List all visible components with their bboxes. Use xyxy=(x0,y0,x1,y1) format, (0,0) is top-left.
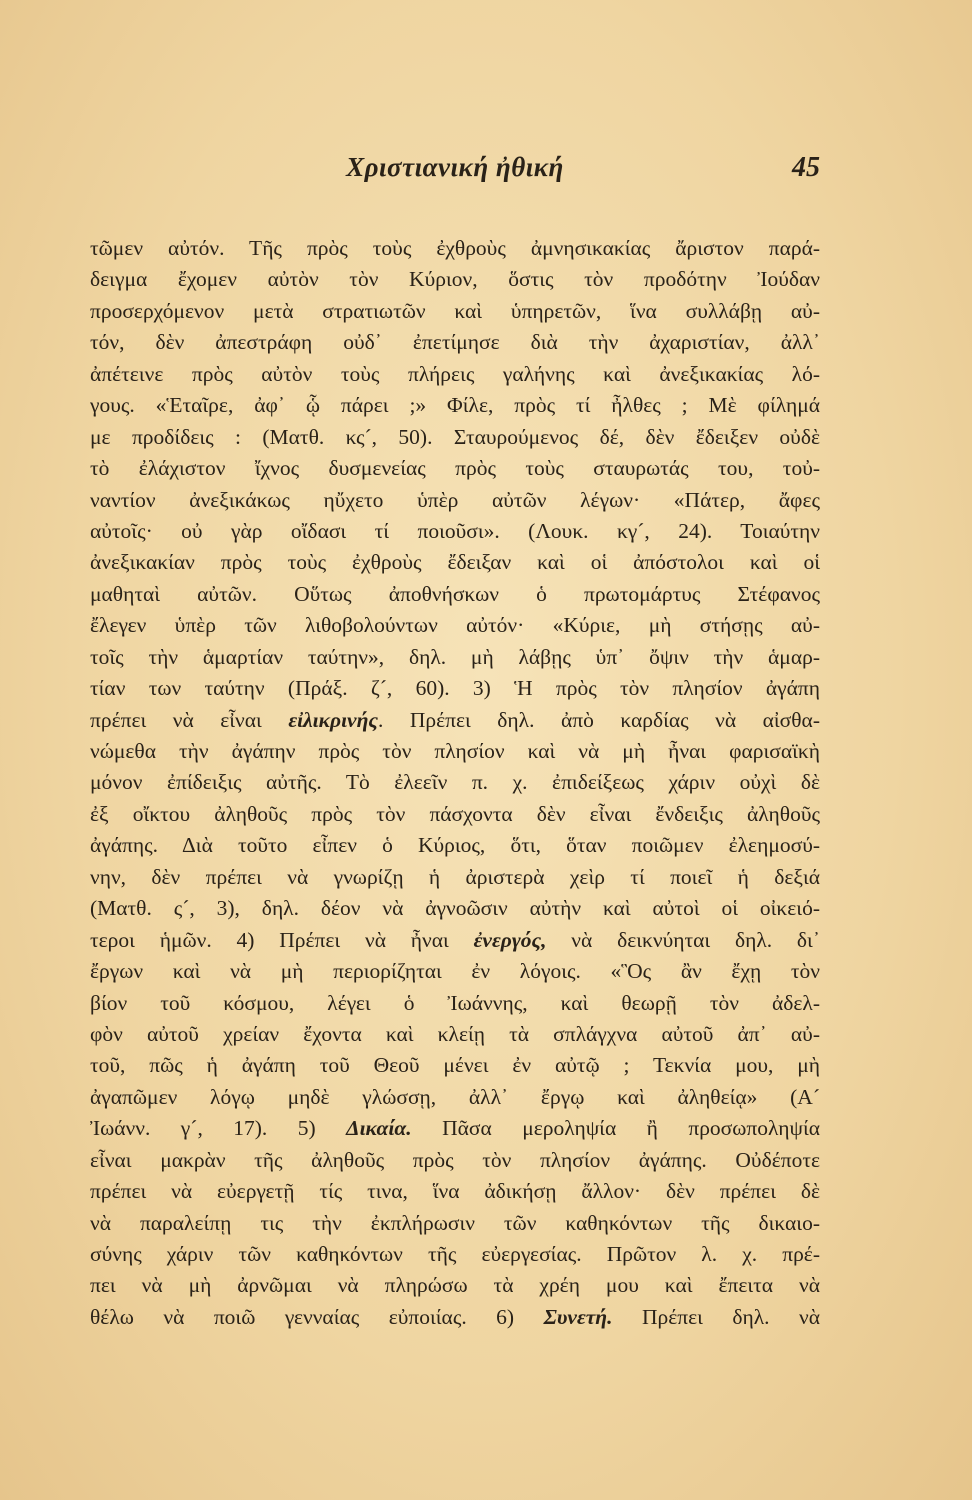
text-line: εἶναι μακρὰν τῆς ἀληθοῦς πρὸς τὸν πλησίον ἀγάπης. Οὐδέποτε xyxy=(90,1147,820,1172)
text-line: (Ματθ. ς´, 3), δηλ. δέον νὰ ἀγνοῶσιν αὐτὴν καὶ αὐτοὶ οἱ οἰκειό- xyxy=(90,896,820,921)
text-line: πει νὰ μὴ ἀρνῶμαι νὰ πληρώσω τὰ χρέη μου καὶ ἔπειτα νὰ xyxy=(90,1273,820,1298)
emphasized-term: ἐνεργός, xyxy=(473,927,547,952)
text-line xyxy=(90,1302,820,1333)
text-line xyxy=(90,1113,820,1144)
text-line: τοῖς τὴν ἁμαρτίαν ταύτην», δηλ. μὴ λάβῃς ὑπ᾽ ὄψιν τὴν ἁμαρ- xyxy=(90,644,820,669)
text-run: πρέπει νὰ εἶναι xyxy=(90,707,289,732)
text-line: ἔργων καὶ νὰ μὴ περιορίζηται ἐν λόγοις. «Ὃς ἂν ἔχῃ τὸν xyxy=(90,959,820,984)
text-line: ναντίον ἀνεξικάκως ηὔχετο ὑπὲρ αὐτῶν λέγων· «Πάτερ, ἄφες xyxy=(90,487,820,512)
text-line: τοῦ, πῶς ἡ ἀγάπη τοῦ Θεοῦ μένει ἐν αὐτῷ ; Τεκνία μου, μὴ xyxy=(90,1053,820,1078)
text-run: Πᾶσα μεροληψία ἢ προσωποληψία xyxy=(411,1116,820,1141)
text-line: ἔλεγεν ὑπὲρ τῶν λιθοβολούντων αὐτόν· «Κύριε, μὴ στήσῃς αὐ- xyxy=(90,613,820,638)
text-line: τόν, δὲν ἀπεστράφη οὐδ᾽ ἐπετίμησε διὰ τὴν ἀχαριστίαν, ἀλλ᾽ xyxy=(90,330,820,355)
text-line: ἀνεξικακίαν πρὸς τοὺς ἐχθροὺς ἔδειξαν καὶ οἱ ἀπόστολοι καὶ οἱ xyxy=(90,550,820,575)
text-line: νώμεθα τὴν ἀγάπην πρὸς τὸν πλησίον καὶ νὰ μὴ ἦναι φαρισαϊκὴ xyxy=(90,739,820,763)
text-line: ἀγαπῶμεν λόγῳ μηδὲ γλώσσῃ, ἀλλ᾽ ἔργῳ καὶ ἀληθείᾳ» (Α´ xyxy=(90,1084,820,1109)
text-line xyxy=(90,705,820,736)
text-run: Πρέπει δηλ. νὰ xyxy=(612,1304,820,1329)
text-line xyxy=(90,925,820,956)
emphasized-term: Δικαία. xyxy=(346,1116,412,1141)
body-text xyxy=(90,233,820,1333)
text-line: νην, δὲν πρέπει νὰ γνωρίζῃ ἡ ἀριστερὰ χεὶρ τί ποιεῖ ἡ δεξιά xyxy=(90,864,820,889)
text-run: . Πρέπει δηλ. ἀπὸ καρδίας νὰ αἰσθα- xyxy=(378,707,820,732)
text-line: μαθηταὶ αὐτῶν. Οὕτως ἀποθνήσκων ὁ πρωτομάρτυς Στέφανος xyxy=(90,581,820,606)
text-line: ἀγάπης. Διὰ τοῦτο εἶπεν ὁ Κύριος, ὅτι, ὅταν ποιῶμεν ἐλεημοσύ- xyxy=(90,833,820,858)
emphasized-term: Συνετή. xyxy=(543,1304,613,1329)
text-line: με προδίδεις : (Ματθ. κς´, 50). Σταυρούμενος δέ, δὲν ἔδειξεν οὐδὲ xyxy=(90,424,820,449)
page-number: 45 xyxy=(792,152,820,183)
text-line: ἐξ οἴκτου ἀληθοῦς πρὸς τὸν πάσχοντα δὲν εἶναι ἔνδειξις ἀληθοῦς xyxy=(90,801,820,826)
text-line: φὸν αὐτοῦ χρείαν ἔχοντα καὶ κλείῃ τὰ σπλάγχνα αὐτοῦ ἀπ᾽ αὐ- xyxy=(90,1021,820,1046)
text-line: αὐτοῖς· οὐ γὰρ οἴδασι τί ποιοῦσι». (Λουκ. κγ´, 24). Τοιαύτην xyxy=(90,518,820,543)
text-line: νὰ παραλείπῃ τις τὴν ἐκπλήρωσιν τῶν καθηκόντων τῆς δικαιο- xyxy=(90,1210,820,1235)
running-title: Χριστιανική ἠθική xyxy=(346,152,564,182)
text-line: τῶμεν αὐτόν. Τῆς πρὸς τοὺς ἐχθροὺς ἀμνησικακίας ἄριστον παρά- xyxy=(90,236,820,260)
text-line: πρέπει νὰ εὐεργετῇ τίς τινα, ἵνα ἀδικήσῃ ἄλλον· δὲν πρέπει δὲ xyxy=(90,1179,820,1204)
text-line: δειγμα ἔχομεν αὐτὸν τὸν Κύριον, ὅστις τὸν προδότην Ἰούδαν xyxy=(90,267,820,292)
text-line: προσερχόμενον μετὰ στρατιωτῶν καὶ ὑπηρετῶν, ἵνα συλλάβῃ αὐ- xyxy=(90,298,820,323)
text-line: μόνον ἐπίδειξις αὐτῆς. Τὸ ἐλεεῖν π. χ. ἐπιδείξεως χάριν οὐχὶ δὲ xyxy=(90,770,820,795)
text-run: Ἰωάνν. γ´, 17). 5) xyxy=(90,1116,347,1141)
text-line: τὸ ἐλάχιστον ἴχνος δυσμενείας πρὸς τοὺς σταυρωτάς του, τοὐ- xyxy=(90,456,820,481)
running-head xyxy=(90,152,820,192)
text-line: τίαν των ταύτην (Πράξ. ζ´, 60). 3) Ἡ πρὸς τὸν πλησίον ἀγάπη xyxy=(90,676,820,701)
text-line: γους. «Ἑταῖρε, ἀφ᾽ ᾧ πάρει ;» Φίλε, πρὸς τί ἦλθες ; Μὲ φίλημά xyxy=(90,393,820,418)
emphasized-term: εἰλικρινής xyxy=(288,707,378,732)
text-run: νὰ δεικνύηται δηλ. δι᾽ xyxy=(546,927,820,952)
text-run: θέλω νὰ ποιῶ γενναίας εὐποιίας. 6) xyxy=(90,1304,544,1329)
text-line: ἀπέτεινε πρὸς αὐτὸν τοὺς πλήρεις γαλήνης καὶ ἀνεξικακίας λό- xyxy=(90,361,820,386)
text-run: τεροι ἡμῶν. 4) Πρέπει νὰ ἦναι xyxy=(90,927,474,952)
text-line: σύνης χάριν τῶν καθηκόντων τῆς εὐεργεσίας. Πρῶτον λ. χ. πρέ- xyxy=(90,1242,820,1266)
text-line: βίον τοῦ κόσμου, λέγει ὁ Ἰωάννης, καὶ θεωρῇ τὸν ἀδελ- xyxy=(90,990,820,1015)
